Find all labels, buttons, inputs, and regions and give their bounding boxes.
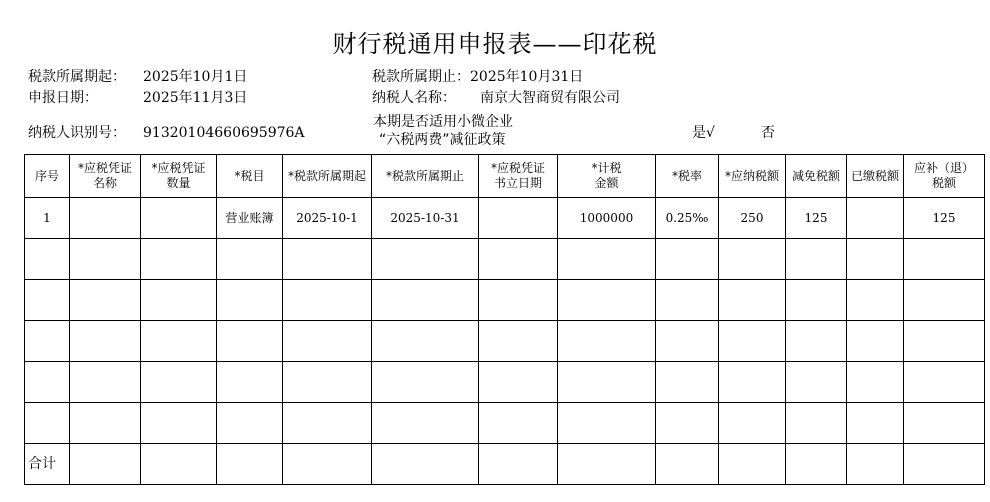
table-cell[interactable] [656, 362, 719, 403]
table-cell[interactable] [283, 239, 372, 280]
table-cell[interactable] [70, 321, 141, 362]
table-cell[interactable] [656, 444, 719, 485]
table-cell[interactable] [372, 321, 479, 362]
table-cell[interactable] [141, 239, 217, 280]
period-start-value: 2025年10月1日 [143, 69, 248, 85]
taxpayer-name-label: 纳税人名称： [372, 90, 456, 106]
table-cell[interactable] [656, 403, 719, 444]
declaration-table [24, 154, 985, 485]
taxpayer-id-value: 91320104660695976A [143, 125, 305, 141]
table-cell[interactable] [70, 362, 141, 403]
table-cell[interactable] [141, 444, 217, 485]
policy-yes: 是√ [692, 125, 715, 141]
table-cell[interactable] [217, 403, 283, 444]
col-header: 减免税额 [786, 155, 847, 198]
table-cell[interactable]: 125 [904, 198, 985, 239]
table-cell[interactable]: 2025-10-1 [283, 198, 372, 239]
table-cell[interactable] [904, 239, 985, 280]
table-cell[interactable] [656, 239, 719, 280]
table-cell[interactable] [719, 444, 786, 485]
table-cell[interactable] [479, 403, 558, 444]
col-header: *应税凭证 数量 [141, 155, 217, 198]
table-cell[interactable] [217, 362, 283, 403]
declare-date-label: 申报日期： [28, 90, 98, 106]
policy-question [373, 113, 513, 149]
period-end [372, 66, 583, 86]
table-cell[interactable] [25, 239, 70, 280]
table-cell[interactable] [904, 444, 985, 485]
table-cell[interactable] [283, 444, 372, 485]
table-row [25, 362, 985, 403]
taxpayer-name-value: 南京大智商贸有限公司 [480, 90, 620, 106]
table-row [25, 403, 985, 444]
table-cell[interactable] [70, 198, 141, 239]
table-cell[interactable] [372, 403, 479, 444]
col-header: *税款所属期起 [283, 155, 372, 198]
table-cell[interactable] [283, 280, 372, 321]
table-cell[interactable] [25, 321, 70, 362]
table-cell[interactable] [847, 321, 904, 362]
table-cell[interactable] [558, 403, 656, 444]
period-start-label: 税款所属期起： [28, 69, 126, 85]
table-cell[interactable] [558, 321, 656, 362]
table-cell[interactable]: 250 [719, 198, 786, 239]
table-cell[interactable]: 2025-10-31 [372, 198, 479, 239]
declare-date-value: 2025年11月3日 [143, 90, 248, 106]
policy-no: 否 [761, 125, 775, 141]
period-start [28, 66, 247, 86]
taxpayer-name [372, 87, 620, 107]
table-cell[interactable] [70, 239, 141, 280]
table-cell[interactable] [479, 198, 558, 239]
total-label: 合计 [25, 444, 70, 485]
col-header: *应纳税额 [719, 155, 786, 198]
col-header: *税款所属期止 [372, 155, 479, 198]
table-cell[interactable] [786, 239, 847, 280]
table-cell[interactable] [283, 321, 372, 362]
table-cell[interactable] [141, 403, 217, 444]
col-header: 已缴税额 [847, 155, 904, 198]
table-cell[interactable] [558, 280, 656, 321]
policy-line2: “六税两费”减征政策 [379, 132, 506, 148]
table-cell[interactable] [719, 403, 786, 444]
table-cell[interactable] [786, 321, 847, 362]
table-cell[interactable] [70, 403, 141, 444]
policy-line1: 本期是否适用小微企业 [373, 114, 513, 130]
table-row [25, 321, 985, 362]
table-cell[interactable] [141, 280, 217, 321]
table-cell[interactable] [847, 239, 904, 280]
taxpayer-id [28, 122, 305, 142]
table-cell[interactable] [847, 403, 904, 444]
table-cell[interactable] [479, 280, 558, 321]
table-cell[interactable] [25, 362, 70, 403]
period-end-value: 2025年10月31日 [470, 69, 584, 85]
table-cell[interactable] [372, 362, 479, 403]
table-cell[interactable] [70, 444, 141, 485]
period-end-label: 税款所属期止： [372, 69, 470, 85]
table-cell[interactable] [719, 321, 786, 362]
table-cell[interactable] [479, 239, 558, 280]
table-cell[interactable] [719, 239, 786, 280]
table-cell[interactable] [283, 362, 372, 403]
table-cell[interactable] [786, 444, 847, 485]
table-cell[interactable] [25, 280, 70, 321]
table-cell[interactable] [70, 280, 141, 321]
declare-date [28, 87, 247, 107]
table-cell[interactable]: 0.25‰ [656, 198, 719, 239]
col-header: *税目 [217, 155, 283, 198]
col-header: 序号 [25, 155, 70, 198]
table-cell[interactable] [786, 403, 847, 444]
table-cell[interactable] [479, 362, 558, 403]
table-cell[interactable] [479, 444, 558, 485]
col-header: *计税 金额 [558, 155, 656, 198]
table-cell[interactable] [372, 239, 479, 280]
table-cell[interactable] [558, 239, 656, 280]
table-cell[interactable] [372, 280, 479, 321]
table-cell[interactable] [656, 280, 719, 321]
table-cell[interactable] [904, 403, 985, 444]
table-cell[interactable] [847, 198, 904, 239]
table-cell[interactable] [217, 444, 283, 485]
table-cell[interactable] [217, 280, 283, 321]
table-row [25, 198, 985, 239]
table-cell[interactable] [141, 198, 217, 239]
table-cell[interactable] [847, 362, 904, 403]
col-header: *税率 [656, 155, 719, 198]
table-cell[interactable]: 125 [786, 198, 847, 239]
table-cell[interactable] [847, 444, 904, 485]
col-header: *应税凭证 名称 [70, 155, 141, 198]
table-row [25, 239, 985, 280]
table-cell[interactable] [372, 444, 479, 485]
table-cell[interactable] [558, 444, 656, 485]
table-cell[interactable] [217, 239, 283, 280]
table-cell[interactable] [558, 362, 656, 403]
table-header-row [25, 155, 985, 198]
table-row [25, 280, 985, 321]
table-cell[interactable] [217, 321, 283, 362]
table-cell[interactable] [786, 280, 847, 321]
table-cell[interactable] [904, 362, 985, 403]
table-cell[interactable] [479, 321, 558, 362]
table-cell[interactable] [719, 362, 786, 403]
table-cell[interactable]: 1 [25, 198, 70, 239]
table-cell[interactable] [904, 280, 985, 321]
table-cell[interactable] [847, 280, 904, 321]
table-cell[interactable] [904, 321, 985, 362]
table-cell[interactable] [786, 362, 847, 403]
table-cell[interactable] [283, 403, 372, 444]
taxpayer-id-label: 纳税人识别号： [28, 125, 126, 141]
table-cell[interactable] [719, 280, 786, 321]
total-row [25, 444, 985, 485]
form-title: 财行税通用申报表——印花税 [332, 30, 658, 58]
col-header: *应税凭证 书立日期 [479, 155, 558, 198]
table-cell[interactable]: 1000000 [558, 198, 656, 239]
table-cell[interactable] [656, 321, 719, 362]
table-cell[interactable]: 营业账簿 [217, 198, 283, 239]
table-cell[interactable] [141, 362, 217, 403]
table-cell[interactable] [25, 403, 70, 444]
table-cell[interactable] [141, 321, 217, 362]
col-header: 应补（退） 税额 [904, 155, 985, 198]
